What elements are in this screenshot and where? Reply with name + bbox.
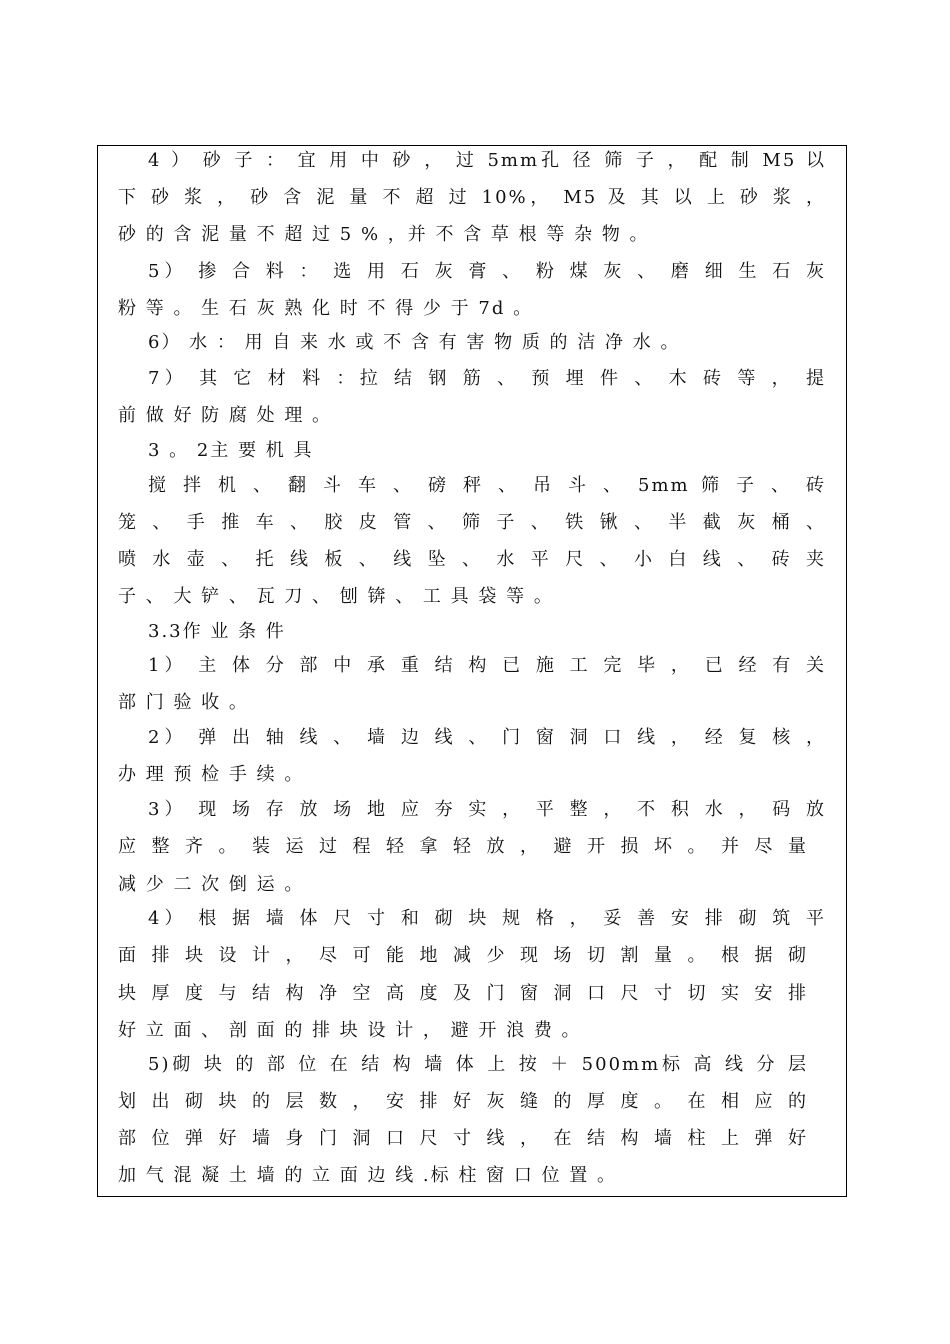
text-line: 下 砂 浆 ， 砂 含 泥 量 不 超 过 10%， M5 及 其 以 上 砂 浆 ，: [118, 187, 826, 208]
text-line: 好 立 面 、 剖 面 的 排 块 设 计 ， 避 开 浪 费 。: [118, 1020, 582, 1041]
text-line: 子 、 大 铲 、 瓦 刀 、 刨 锛 、 工 具 袋 等 。: [118, 586, 554, 607]
section-heading: 3 。 2主 要 机 具: [148, 440, 314, 461]
text-line: 笼 、 手 推 车 、 胶 皮 管 、 筛 子 、 铁 锹 、 半 截 灰 桶 、: [118, 512, 826, 533]
text-line: 砂 的 含 泥 量 不 超 过 5 % ，并 不 含 草 根 等 杂 物 。: [118, 224, 650, 245]
text-line: 办 理 预 检 手 续 。: [118, 764, 305, 785]
text-line: 前 做 好 防 腐 处 理 。: [118, 405, 333, 426]
text-line: 5） 掺 合 料 ： 选 用 石 灰 膏 、 粉 煤 灰 、 磨 细 生 石 灰: [148, 261, 826, 282]
text-line: 部 门 验 收 。: [118, 692, 249, 713]
text-line: 划 出 砌 块 的 层 数 ， 安 排 好 灰 缝 的 厚 度 。 在 相 应 的: [118, 1091, 808, 1112]
text-line: 3） 现 场 存 放 场 地 应 夯 实 ， 平 整 ， 不 积 水 ， 码 放: [148, 799, 826, 820]
text-line: 7） 其 它 材 料 ：拉 结 钢 筋 、 预 埋 件 、 木 砖 等 ， 提: [148, 368, 826, 389]
text-line: 粉 等 。 生 石 灰 熟 化 时 不 得 少 于 7d 。: [118, 298, 534, 319]
text-line: 面 排 块 设 计 ， 尽 可 能 地 减 少 现 场 切 割 量 。 根 据 砌: [118, 945, 808, 966]
text-line: 喷 水 壶 、 托 线 板 、 线 坠 、 水 平 尺 、 小 白 线 、 砖 夹: [118, 549, 826, 570]
text-line: 6） 水 ： 用 自 来 水 或 不 含 有 害 物 质 的 洁 净 水 。: [148, 332, 681, 353]
text-line: 4） 根 据 墙 体 尺 寸 和 砌 块 规 格 ， 妥 善 安 排 砌 筑 平: [148, 908, 826, 929]
text-line: 4 ） 砂 子 ： 宜 用 中 砂 ， 过 5mm孔 径 筛 子 ， 配 制 M5 以: [148, 150, 826, 171]
text-line: 1） 主 体 分 部 中 承 重 结 构 已 施 工 完 毕 ， 已 经 有 关: [148, 655, 826, 676]
text-line: 2） 弹 出 轴 线 、 墙 边 线 、 门 窗 洞 口 线 ， 经 复 核 ，: [148, 727, 826, 748]
text-line: 搅 拌 机 、 翻 斗 车 、 磅 秤 、 吊 斗 、 5mm 筛 子 、 砖: [148, 475, 826, 496]
text-line: 5)砌 块 的 部 位 在 结 构 墙 体 上 按 ＋ 500mm标 高 线 分 层: [148, 1054, 808, 1075]
text-line: 加 气 混 凝 土 墙 的 立 面 边 线 .标 柱 窗 口 位 置 。: [118, 1165, 617, 1186]
text-line: 部 位 弹 好 墙 身 门 洞 口 尺 寸 线 ， 在 结 构 墙 柱 上 弹 好: [118, 1128, 808, 1149]
text-line: 应 整 齐 。 装 运 过 程 轻 拿 轻 放 ， 避 开 损 坏 。 并 尽 量: [118, 836, 808, 857]
section-heading: 3.3作 业 条 件: [148, 621, 286, 642]
text-line: 减 少 二 次 倒 运 。: [118, 874, 305, 895]
text-line: 块 厚 度 与 结 构 净 空 高 度 及 门 窗 洞 口 尺 寸 切 实 安 排: [118, 983, 808, 1004]
